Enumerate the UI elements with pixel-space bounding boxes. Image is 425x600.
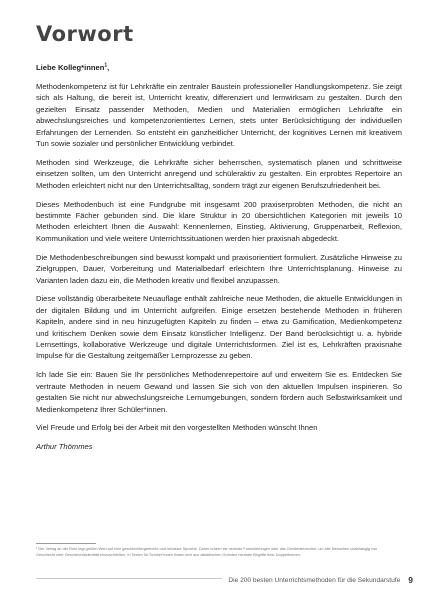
salutation-text: Liebe Kolleg*innen [36, 63, 105, 72]
page-title: Vorwort [36, 22, 134, 46]
salutation-punctuation: , [107, 63, 110, 72]
page-footer [222, 575, 413, 585]
paragraph-5: Diese vollständig überarbeitete Neuauflage enthält zahlreiche neue Methoden, die aktuelle Entwicklungen in der digitalen Bildung und im Unterricht aufgreifen. Einige ersetzen bestehende Methoden in früheren Kapiteln, andere sind in neu hinzugefügten Kapiteln zu finden – etwa zu Gamification, Medienkompetenz und kritischem Denken sowie dem Einsatz künstlicher Intelligenz. Der Band berücksichtigt u. a. hybride Lernsettings, kollaborative Werkzeuge und digitale Unterrichtsformen. Ziel ist es, Lehrkräften praxisnahe Impulse für die Gestaltung zeitgemäßer Lernprozesse zu geben. [36, 294, 402, 361]
footer-book-title: Die 200 besten Unterrichtsmethoden für die Sekundarstufe [228, 576, 401, 584]
paragraph-1: Methodenkompetenz ist für Lehrkräfte ein zentraler Baustein professioneller Handlungskompetenz. Sie zeigt sich als Haltung, die bereit ist, Unterricht kreativ, differenziert und lernwirksam zu gestalten. Durch den gezielten Einsatz passender Methoden, Medien und Materialien ermöglichen Lehrkräfte ein abwechslungsreiches und kompetenzorientiertes Lernen, stets unter Berücksichtigung der individuellen Erfahrungen der Lernenden. So entsteht ein ganzheitlicher Unterricht, der kognitives Lernen mit kreativem Tun sowie sozialer und persönlicher Entwicklung verbindet. [36, 81, 402, 148]
page-number: 9 [408, 575, 413, 585]
paragraph-6: Ich lade Sie ein: Bauen Sie Ihr persönliches Methodenrepertoire auf und erweitern Sie es. Entdecken Sie vertraute Methoden in neuem Gewand und lassen Sie sich von den aktuellen Impulsen inspirieren. So gestalten Sie nicht nur abwechslungsreiche Lernumgebungen, sondern fördern auch Selbstwirksamkeit und Medienkompetenz Ihrer Schüler*innen. [36, 370, 402, 414]
footnote-divider [36, 543, 96, 544]
footnote: ¹ Der Verlag an der Ruhr legt großen Wert auf eine geschlechtergerechte und inklusive Sprache. Daher nutzen wir neutrale Formulierungen oder das Gendersternchen, um alle Menschen unabhängig von Geschlecht oder Geschlechtsidentität einzuschließen. In Texten für Schüler*innen finden sich aus didaktischen Gründen neutrale Begriffe bzw. Doppelformen. [36, 547, 378, 557]
paragraph-4: Die Methodenbeschreibungen sind bewusst kompakt und praxisorientiert formuliert. Zusätzliche Hinweise zu Zielgruppen, Dauer, Vorbereitung und Materialbedarf erleichtern Ihre Unterrichtsplanung. Hinweise zu Varianten laden dazu ein, die Methoden kreativ und flexibel anzupassen. [36, 252, 402, 285]
paragraph-2: Methoden sind Werkzeuge, die Lehrkräfte sicher beherrschen, systematisch planen und schrittweise einsetzen sollten, um den Unterricht anregend und schüleraktiv zu gestalten. Ein erprobtes Repertoire an Methoden erleichtert nicht nur den Unterrichtsalltag, sondern trägt zur eigenen Berufszufriedenheit bei. [36, 157, 402, 190]
salutation [36, 62, 402, 73]
closing-line: Viel Freude und Erfolg bei der Arbeit mit den vorgestellten Methoden wünscht Ihnen [36, 423, 318, 433]
footnote-marker: 1 [104, 62, 108, 69]
body-text [36, 62, 402, 460]
paragraph-3: Dieses Methodenbuch ist eine Fundgrube mit insgesamt 200 praxiserprobten Methoden, die nicht an bestimmte Fächer gebunden sind. Die klare Struktur in 20 übersichtlichen Kategorien mit jeweils 10 Methoden erleichtert Ihnen die Auswahl: Kennenlernen, Einstieg, Aktivierung, Gruppenarbeit, Reflexion, Kommunikation und viele weitere Unterrichtssituationen werden hier praxisnah abgedeckt. [36, 199, 402, 243]
author-signature: Arthur Thömmes [36, 442, 93, 452]
